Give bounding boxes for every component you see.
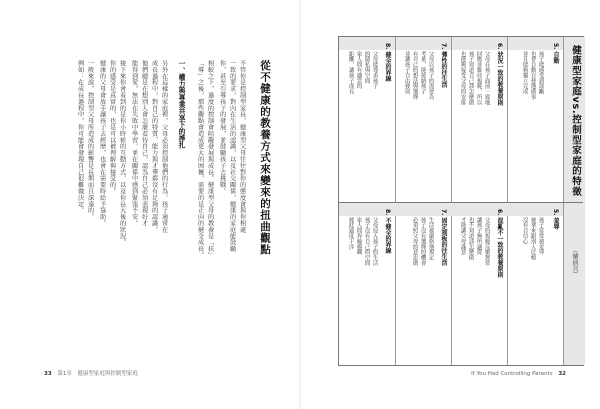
body-line: 能得到愛，無法在失敗中學習，並在關係中感到緊張不安。 bbox=[130, 60, 138, 227]
cell-text: 孩子沒有選擇的機會 bbox=[419, 217, 426, 266]
cell-title: 7. 彈性的往生活 bbox=[440, 43, 447, 88]
body-line: 你的感受是真實的，也是可以被理解與接受的。 bbox=[108, 60, 116, 195]
running-head: 第1章 健康型家庭與控制型家庭 bbox=[57, 371, 138, 377]
cell-text: 父母侵入孩子的生活 bbox=[371, 217, 378, 266]
cell-text: 孩子沒有自己的空間 bbox=[363, 217, 370, 266]
cell-controlling-5 bbox=[507, 203, 563, 367]
cell-title: 6. 混亂不一致的教養原則 bbox=[496, 209, 503, 278]
cell-text: 父母以孩子的需要為 bbox=[427, 51, 434, 100]
cell-text: 讓孩子無所適從 bbox=[475, 217, 482, 255]
left-folio bbox=[40, 369, 138, 377]
body-line: 你，甚至引導孩子的發展，並鼓勵孩子去挑戰。 bbox=[218, 60, 226, 195]
cell-text: 父母的規範反覆無常 bbox=[483, 217, 490, 266]
cell-text: 孩子知道自己該怎麼做 bbox=[467, 51, 474, 105]
cell-text: 有自己的想法與選擇 bbox=[411, 51, 418, 100]
page-number: 33 bbox=[44, 371, 52, 377]
section-title: 從不健康的教養方式來變來的扭曲觀點 bbox=[259, 60, 271, 256]
cell-text: 並讓孩子自由發展 bbox=[403, 51, 410, 95]
cell-text: 生活被嚴格地規定 bbox=[427, 217, 434, 261]
body-line: 成長過程中，對自己的特質、能力與才華都沒有足夠的認識。 bbox=[150, 60, 158, 233]
cell-text: 家人間有適當的 bbox=[355, 51, 362, 89]
cell-text: 必須照父母的意思做 bbox=[411, 217, 418, 266]
cell-text: 父母在孩子面前一致地 bbox=[483, 51, 490, 105]
cell-text: 孩子常常被羞辱 bbox=[537, 217, 544, 255]
cell-title: 7. 固定刻板的往生活 bbox=[440, 209, 447, 266]
cell-text: 才能讓父母滿意 bbox=[459, 217, 466, 255]
cell-text: 孩子能感受到鼓勵 bbox=[537, 51, 544, 95]
cell-text: 也能夠接受父母的安排 bbox=[459, 51, 466, 105]
right-folio bbox=[471, 371, 570, 377]
subheading: 一、權力與專業共享下的掙扎 bbox=[177, 60, 185, 149]
body-line: 不管你是控制型家長，健康型父母往往對你的態度會與你相處 bbox=[238, 60, 246, 233]
cell-text: 考量，能接納孩子 bbox=[419, 51, 426, 95]
cell-healthy-5 bbox=[507, 37, 563, 202]
cell-title: 5. 自動 bbox=[552, 43, 559, 64]
cell-healthy-8 bbox=[339, 37, 395, 202]
cell-controlling-6 bbox=[451, 203, 507, 367]
body-line: 一般來說，控制型父母所造成的影響是長期而且深遠的。 bbox=[86, 60, 94, 220]
cell-text: 也會自動自發地做事 bbox=[529, 51, 536, 100]
cell-title: 8. 健全的界線 bbox=[384, 43, 391, 82]
cell-text: 的隱私與空間 bbox=[363, 51, 370, 84]
table-title: 健康型家庭vs.控制型家庭的特徵 bbox=[570, 45, 581, 197]
cell-title: 5. 羞辱 bbox=[552, 209, 559, 230]
cell-healthy-7 bbox=[395, 37, 451, 202]
cell-text: 距離，讓孩子成長 bbox=[347, 51, 354, 95]
cell-text: 也不知道該怎麼做 bbox=[467, 217, 474, 261]
body-line: 另外在這樣的家庭裡，父母必須控制他們的行為。孩子通常在 bbox=[160, 60, 168, 233]
cell-title: 8. 不健全的界線 bbox=[384, 209, 391, 254]
body-line: 他們總是在想別人會怎麼看待自己，認為自己必須表現好才 bbox=[140, 60, 148, 227]
cell-controlling-7 bbox=[395, 203, 451, 367]
cell-text: 被拿來跟別人比較 bbox=[529, 217, 536, 261]
cell-text: 彼此過度干涉 bbox=[347, 217, 354, 250]
cell-text: 家人間界線模糊 bbox=[355, 217, 362, 255]
running-head: If You Had Controlling Parents bbox=[471, 371, 553, 377]
body-line: 「導」之後，那些觀點會造成更大的困擾，需要的是正向的健全成長。 bbox=[196, 60, 204, 259]
cell-controlling-8 bbox=[339, 203, 395, 367]
cell-title: 6. 狀況一致的教養原則 bbox=[496, 43, 503, 106]
cell-text: 沒有自信心 bbox=[521, 217, 528, 244]
table-title-note: （續前頁） bbox=[571, 247, 578, 277]
divider bbox=[563, 37, 564, 365]
body-line: 例如：在成長過程中，你可能會發現自己很難做決定。 bbox=[76, 60, 84, 214]
cell-text: 並且能夠獨立完成 bbox=[521, 51, 528, 95]
cell-healthy-6 bbox=[451, 37, 507, 202]
page-number: 32 bbox=[558, 371, 566, 377]
body-line: 健康的父母會放手讓孩子去經歷，也會在需要時給予協助。 bbox=[98, 60, 106, 227]
cell-text: 回應並維持規範，所以 bbox=[475, 51, 482, 105]
body-line: 接下來你會看到的是你小時候的互動方式，以及你長大後的狀況。 bbox=[118, 60, 126, 246]
right-page bbox=[300, 0, 600, 409]
cell-text: 父母能尊重孩子 bbox=[371, 51, 378, 89]
body-line: 一致的要求，對內在生活的認識，以及社交關係，健康的家庭能鼓勵 bbox=[228, 60, 236, 252]
comparison-table bbox=[338, 36, 584, 366]
body-line: 相較之下，過度的控制會阻礙發展與成長。健康型父母的教養是「扶」 bbox=[206, 60, 214, 259]
